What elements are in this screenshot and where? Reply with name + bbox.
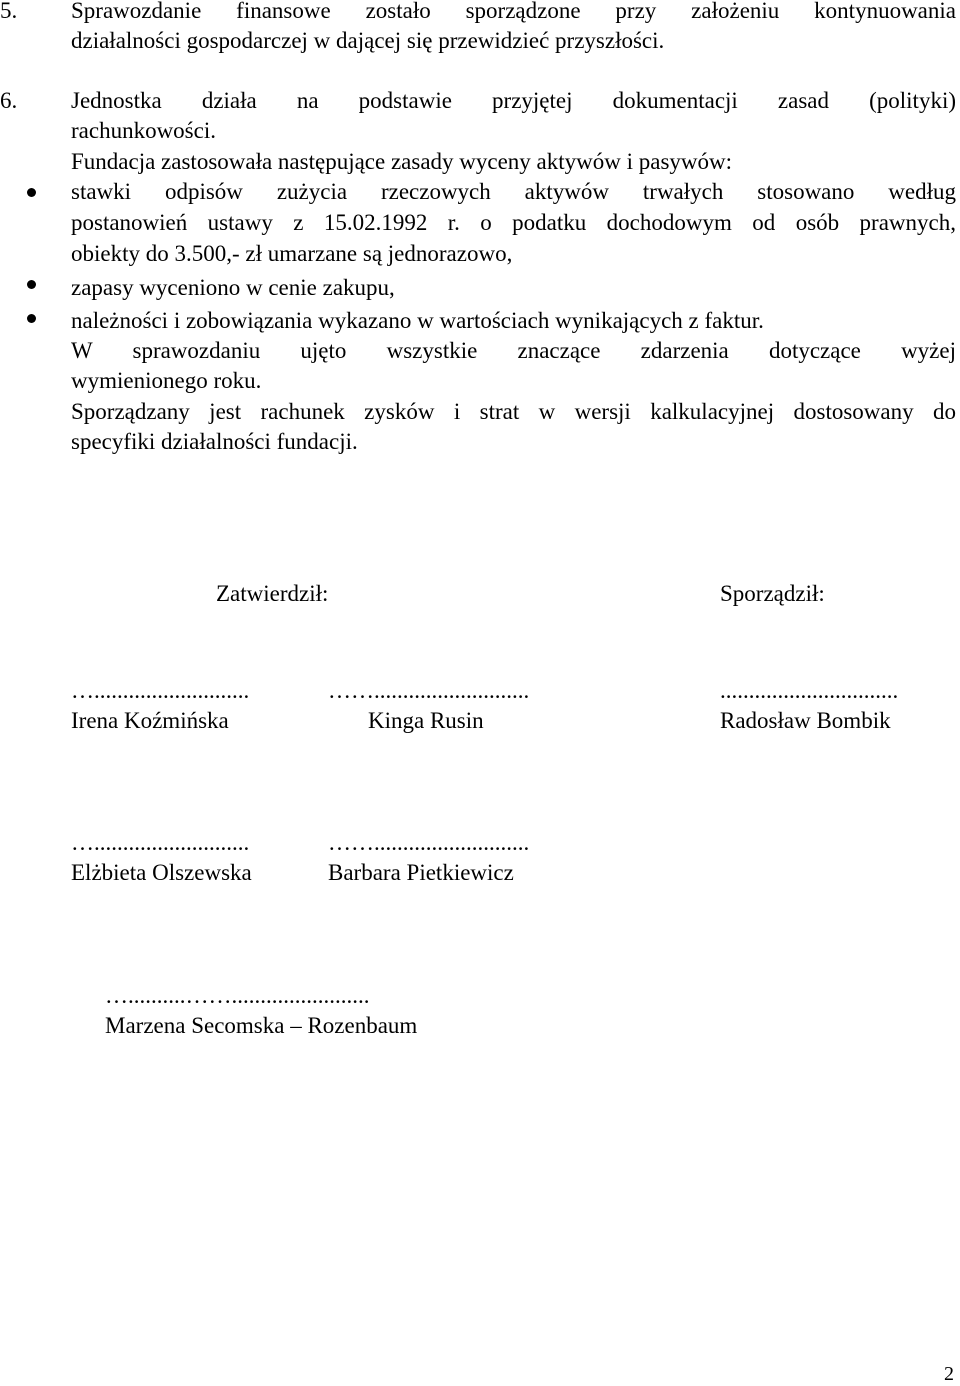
signature-line-3: ............................... (720, 678, 899, 703)
section-6-line-1: Jednostka działa na podstawie przyjętej dokumentacji zasad (polityki) (71, 88, 956, 113)
bullet-1-line-1: stawki odpisów zużycia rzeczowych aktywów trwałych stosowano według (71, 179, 956, 204)
signatory-name-6: Marzena Secomska – Rozenbaum (105, 1013, 418, 1038)
bullet-3-text: należności i zobowiązania wykazano w wartościach wynikających z faktur. (71, 308, 764, 333)
section-5-line-1: Sprawozdanie finansowe zostało sporządzone przy założeniu kontynuowania (71, 0, 956, 23)
signature-line-1: …........................... (71, 678, 250, 703)
bullet-1-line-2: postanowień ustawy z 15.02.1992 r. o podatku dochodowym od osób prawnych, (71, 210, 956, 235)
section-6-number: 6. (0, 88, 18, 113)
paragraph-1-line-1: W sprawozdaniu ujęto wszystkie znaczące zdarzenia dotyczące wyżej (71, 338, 956, 363)
page-number: 2 (944, 1363, 954, 1385)
bullet-2-text: zapasy wyceniono w cenie zakupu, (71, 275, 395, 300)
paragraph-2-line-2: specyfiki działalności fundacji. (71, 429, 358, 454)
signatory-name-4: Elżbieta Olszewska (71, 860, 252, 885)
signature-line-4: …........................... (71, 830, 250, 855)
prepared-label: Sporządził: (720, 581, 825, 606)
signature-line-5: ……........................... (328, 830, 530, 855)
bullet-3-dot (27, 314, 36, 323)
section-5-number: 5. (0, 0, 18, 23)
signatory-name-5: Barbara Pietkiewicz (328, 860, 514, 885)
section-6-line-2: rachunkowości. (71, 118, 216, 143)
paragraph-2-line-1: Sporządzany jest rachunek zysków i strat w wersji kalkulacyjnej dostosowany do (71, 399, 956, 424)
signatory-name-1: Irena Koźmińska (71, 708, 229, 733)
signature-line-6: …..........……........................ (105, 983, 370, 1008)
bullet-2-dot (27, 280, 36, 289)
paragraph-1-line-2: wymienionego roku. (71, 368, 262, 393)
signatory-name-2: Kinga Rusin (368, 708, 484, 733)
signature-line-2: ……........................... (328, 678, 530, 703)
valuation-intro: Fundacja zastosowała następujące zasady wyceny aktywów i pasywów: (71, 149, 733, 174)
signatory-name-3: Radosław Bombik (720, 708, 891, 733)
bullet-1-dot (27, 188, 36, 197)
approved-label: Zatwierdził: (216, 581, 329, 606)
section-5-line-2: działalności gospodarczej w dającej się przewidzieć przyszłości. (71, 28, 665, 53)
bullet-1-line-3: obiekty do 3.500,- zł umarzane są jednorazowo, (71, 241, 513, 266)
